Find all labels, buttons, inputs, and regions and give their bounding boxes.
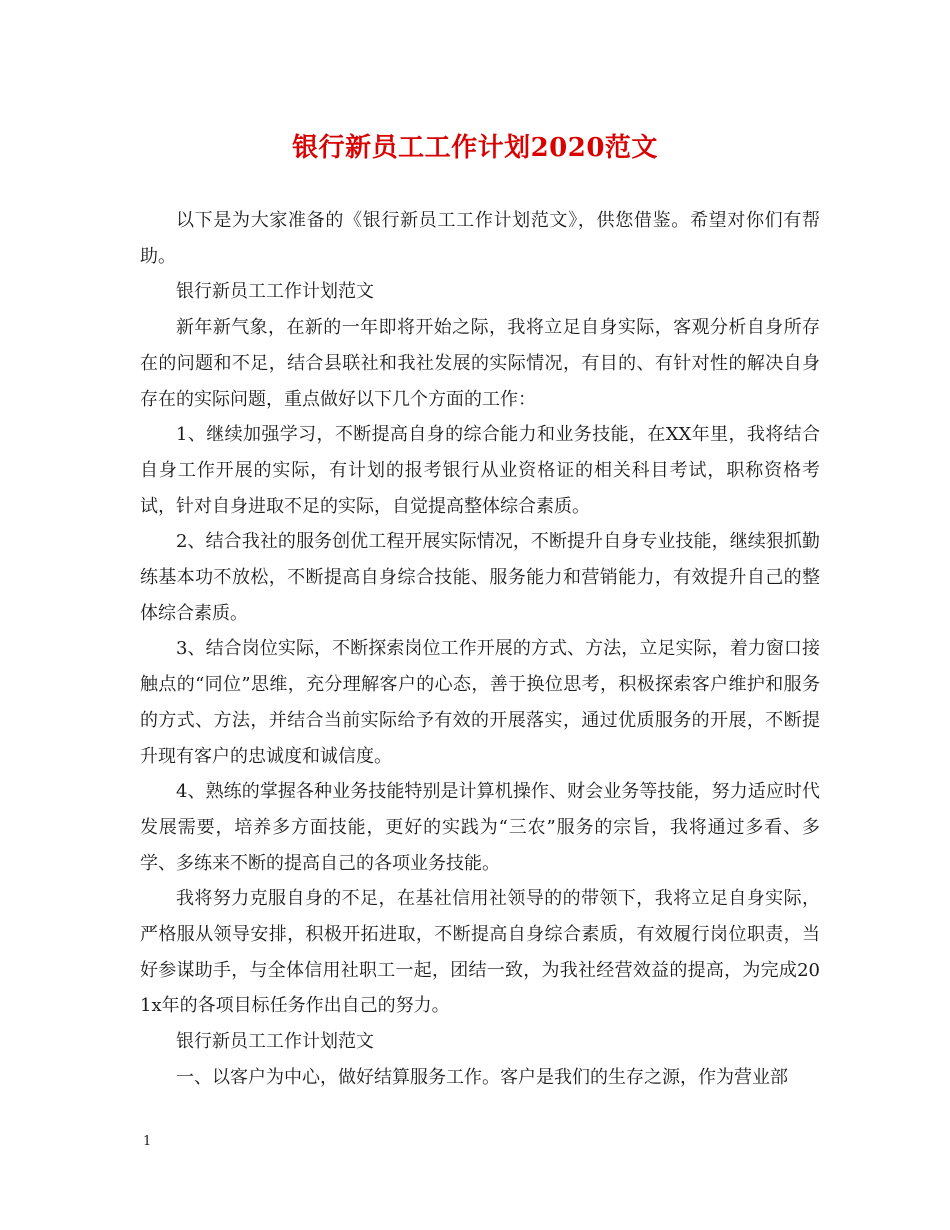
paragraph-item-2: 2、结合我社的服务创优工程开展实际情况，不断提升自身专业技能，继续狠抓勤练基本功不放松，不断提高自身综合技能、服务能力和营销能力，有效提升自己的整体综合素质。: [140, 531, 820, 624]
paragraph-closing: 我将努力克服自身的不足，在基社信用社领导的的带领下，我将立足自身实际，严格服从领导安排，积极开拓进取，不断提高自身综合素质，有效履行岗位职责，当好参谋助手，与全体信用社职工一起，团结一致，为我社经营效益的提高，为完成201x年的各项目标任务作出自己的努力。: [140, 888, 820, 1017]
paragraph-item-3: 3、结合岗位实际，不断探索岗位工作开展的方式、方法，立足实际，着力窗口接触点的“同位”思维，充分理解客户的心态，善于换位思考，积极探索客户维护和服务的方式、方法，并结合当前实际给予有效的开展落实，通过优质服务的开展，不断提升现有客户的忠诚度和诚信度。: [140, 638, 820, 767]
paragraph-item-4: 4、熟练的掌握各种业务技能特别是计算机操作、财会业务等技能，努力适应时代发展需要，培养多方面技能，更好的实践为“三农”服务的宗旨，我将通过多看、多学、多练来不断的提高自己的各项业务技能。: [140, 781, 820, 874]
paragraph-opening: 新年新气象，在新的一年即将开始之际，我将立足自身实际，客观分析自身所存在的问题和不足，结合县联社和我社发展的实际情况，有目的、有针对性的解决自身存在的实际问题，重点做好以下几个方面的工作：: [140, 317, 820, 410]
paragraph-intro: 以下是为大家准备的《银行新员工工作计划范文》，供您借鉴。希望对你们有帮助。: [140, 210, 820, 267]
page-number: 1: [143, 1134, 152, 1149]
paragraph-subheading: 银行新员工工作计划范文: [176, 281, 374, 303]
document-title: 银行新员工工作计划2020范文: [292, 133, 658, 163]
paragraph-subheading-2: 银行新员工工作计划范文: [176, 1031, 374, 1053]
document-body: [140, 203, 820, 1096]
paragraph-section-1: 一、以客户为中心，做好结算服务工作。客户是我们的生存之源，作为营业部: [176, 1066, 788, 1088]
paragraph-item-1: 1、继续加强学习，不断提高自身的综合能力和业务技能，在XX年里，我将结合自身工作开展的实际，有计划的报考银行从业资格证的相关科目考试，职称资格考试，针对自身进取不足的实际，自觉提高整体综合素质。: [140, 424, 820, 517]
